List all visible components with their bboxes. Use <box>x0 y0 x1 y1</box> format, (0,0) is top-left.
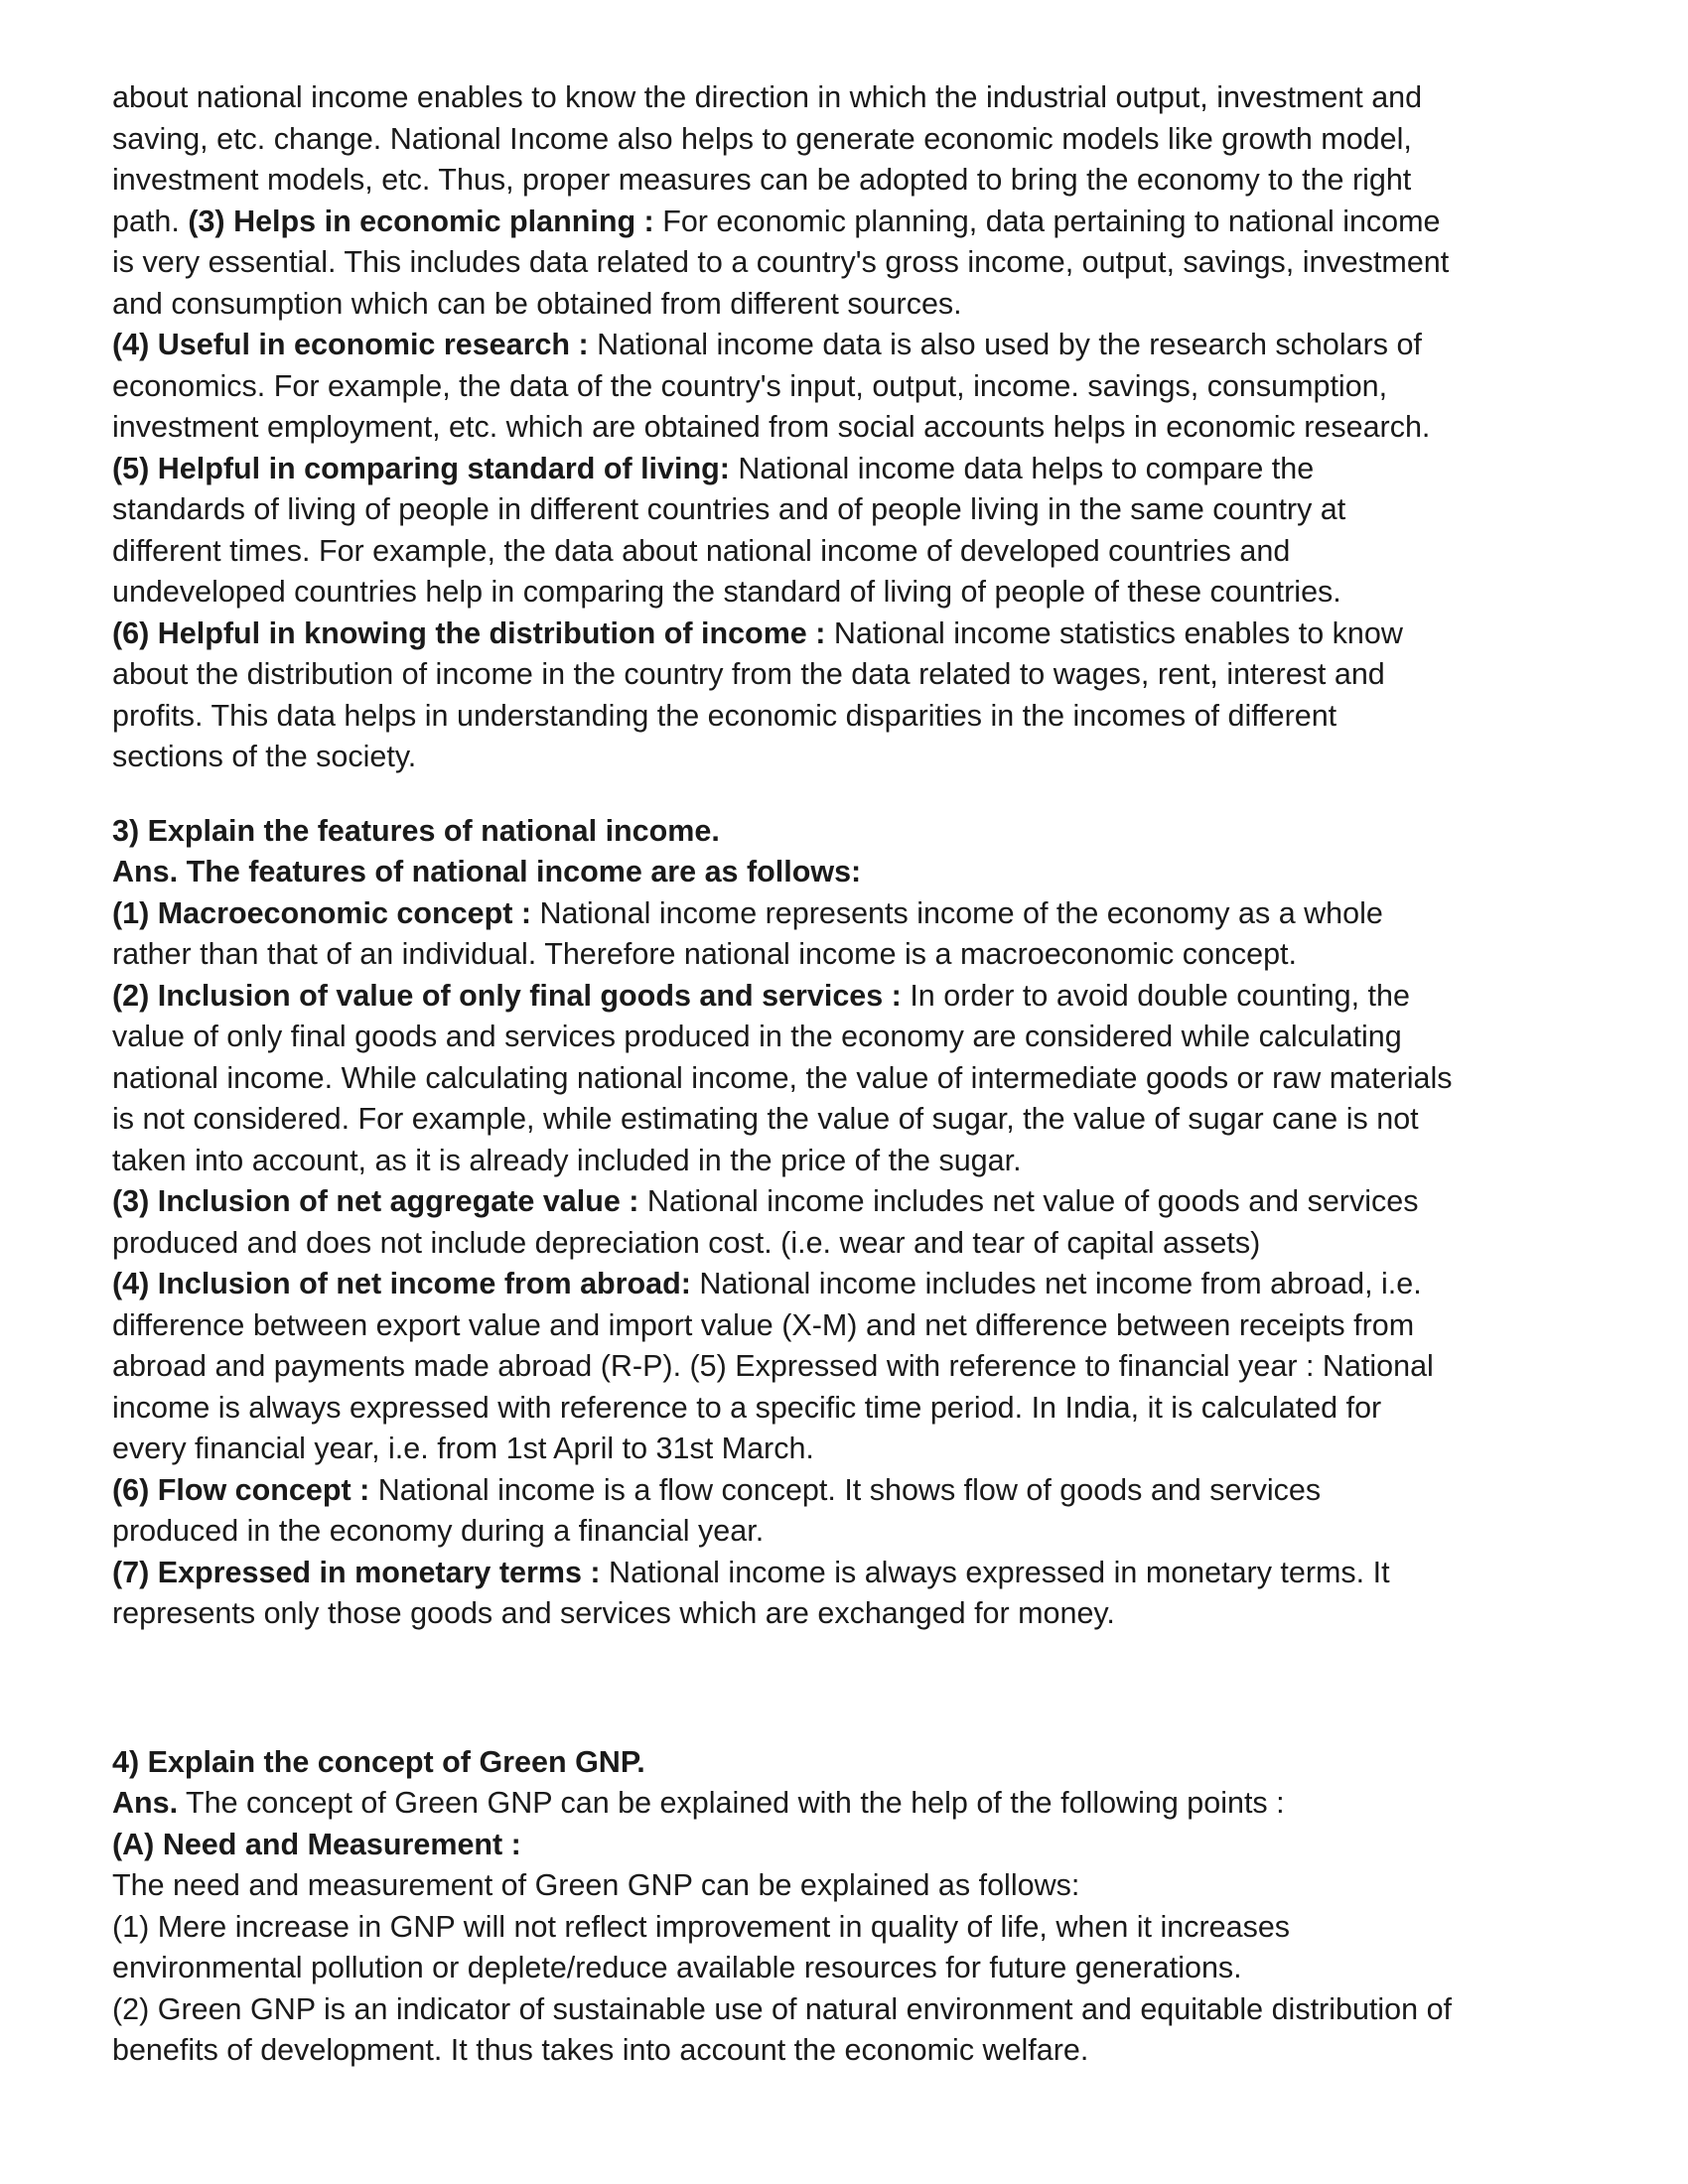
feature-6-text: National income is a flow concept. It shows flow of goods and services <box>369 1472 1322 1507</box>
feature-4-heading: (4) Inclusion of net income from abroad: <box>112 1267 691 1300</box>
feature-6-first-line <box>112 1470 1592 1512</box>
feature-6-heading: (6) Flow concept : <box>112 1472 370 1507</box>
point-3-text: For economic planning, data pertaining to national income <box>653 204 1441 238</box>
feature-7-text: National income is always expressed in monetary terms. It <box>600 1555 1390 1589</box>
intro-line-3: investment models, etc. Thus, proper measures can be adopted to bring the economy to the right <box>112 163 1412 197</box>
feature-1-line-2: rather than that of an individual. Therefore national income is a macroeconomic concept. <box>112 937 1297 971</box>
point-4-heading: (4) Useful in economic research : <box>112 328 589 361</box>
subheading-text: (A) Need and Measurement : <box>112 1827 521 1861</box>
feature-4-text: National income includes net income from abroad, i.e. <box>690 1267 1422 1300</box>
point-5-line-2: standards of living of people in different countries and of people living in the same country at <box>112 492 1346 526</box>
answer-3-text: Ans. The features of national income are as follows: <box>112 855 862 888</box>
intro-line-2: saving, etc. change. National Income also helps to generate economic models like growth model, <box>112 121 1412 156</box>
feature-2-heading: (2) Inclusion of value of only final goods and services : <box>112 978 902 1013</box>
feature-1-first-line <box>112 893 1592 935</box>
feature-2-line-5: taken into account, as it is already included in the price of the sugar. <box>112 1143 1022 1177</box>
feature-4-line-2: difference between export value and import value (X-M) and net difference between receipts from <box>112 1307 1415 1342</box>
point-6-first-line <box>112 614 1592 655</box>
point-4-line-3: investment employment, etc. which are obtained from social accounts helps in economic research. <box>112 410 1431 444</box>
feature-2-first-line <box>112 976 1592 1018</box>
answer-4-intro <box>112 1783 1592 1825</box>
answer-3-intro <box>112 852 1592 893</box>
feature-7-line-2: represents only those goods and services which are exchanged for money. <box>112 1596 1115 1630</box>
intro-line-1: about national income enables to know the direction in which the industrial output, investment and <box>112 80 1423 114</box>
feature-4-line-5: every financial year, i.e. from 1st April to 31st March. <box>112 1432 814 1465</box>
green-gnp-line-4: (2) Green GNP is an indicator of sustainable use of natural environment and equitable distribution of <box>112 1991 1452 2026</box>
feature-7-first-line <box>112 1553 1592 1594</box>
question-3-text: 3) Explain the features of national income. <box>112 813 720 848</box>
point-6-heading: (6) Helpful in knowing the distribution of income : <box>112 615 826 650</box>
feature-2-text: In order to avoid double counting, the <box>901 978 1410 1013</box>
question-3 <box>112 811 1592 853</box>
point-4-text: National income data is also used by the research scholars of <box>588 328 1422 361</box>
point-5-text: National income data helps to compare the <box>729 451 1315 485</box>
feature-3-first-line <box>112 1181 1592 1223</box>
point-6-text: National income statistics enables to know <box>825 615 1403 650</box>
point-3-line-3: and consumption which can be obtained from different sources. <box>112 286 962 321</box>
section-spacer-large <box>112 1635 1592 1742</box>
question-4 <box>112 1742 1592 1784</box>
point-5-heading: (5) Helpful in comparing standard of living: <box>112 451 730 485</box>
green-gnp-line-2: (1) Mere increase in GNP will not reflect improvement in quality of life, when it increases <box>112 1909 1291 1944</box>
section-spacer <box>112 778 1592 811</box>
green-gnp-line-3: environmental pollution or deplete/reduce available resources for future generations. <box>112 1951 1242 1984</box>
feature-4-line-3: abroad and payments made abroad (R-P). (5) Expressed with reference to financial year : National <box>112 1349 1434 1383</box>
feature-7-heading: (7) Expressed in monetary terms : <box>112 1555 601 1589</box>
feature-3-heading: (3) Inclusion of net aggregate value : <box>112 1184 639 1218</box>
feature-2-line-4: is not considered. For example, while estimating the value of sugar, the value of sugar cane is not <box>112 1102 1419 1136</box>
feature-4-first-line <box>112 1264 1592 1305</box>
document-page <box>112 77 1592 2072</box>
answer-4-text: The concept of Green GNP can be explained with the help of the following points : <box>178 1786 1285 1820</box>
point-5-line-3: different times. For example, the data about national income of developed countries and <box>112 533 1291 568</box>
feature-3-line-2: produced and does not include depreciation cost. (i.e. wear and tear of capital assets) <box>112 1225 1261 1260</box>
feature-4-line-4: income is always expressed with reference to a specific time period. In India, it is calculated for <box>112 1390 1382 1425</box>
feature-2-line-3: national income. While calculating national income, the value of intermediate goods or raw materials <box>112 1060 1453 1095</box>
subheading-need-measurement <box>112 1825 1592 1866</box>
point-3-line-2: is very essential. This includes data related to a country's gross income, output, savings, investment <box>112 245 1450 279</box>
point-5-first-line <box>112 449 1592 490</box>
green-gnp-line-1: The need and measurement of Green GNP can be explained as follows: <box>112 1868 1080 1902</box>
point-4-line-2: economics. For example, the data of the country's input, output, income. savings, consumption, <box>112 368 1388 403</box>
point-3-first-line <box>112 202 1592 243</box>
answer-4-label: Ans. <box>112 1786 179 1820</box>
point-3-heading: (3) Helps in economic planning : <box>188 204 654 238</box>
point-5-line-4: undeveloped countries help in comparing the standard of living of people of these countries. <box>112 575 1341 609</box>
green-gnp-line-5: benefits of development. It thus takes into account the economic welfare. <box>112 2033 1089 2067</box>
point-6-line-3: profits. This data helps in understanding the economic disparities in the incomes of different <box>112 698 1337 733</box>
feature-6-line-2: produced in the economy during a financial year. <box>112 1514 765 1548</box>
point-4-first-line <box>112 325 1592 366</box>
point-6-line-4: sections of the society. <box>112 740 417 773</box>
feature-1-heading: (1) Macroeconomic concept : <box>112 895 531 930</box>
feature-3-text: National income includes net value of goods and services <box>638 1184 1419 1218</box>
question-4-text: 4) Explain the concept of Green GNP. <box>112 1744 645 1779</box>
point-3-lead: path. <box>112 204 189 238</box>
point-6-line-2: about the distribution of income in the country from the data related to wages, rent, interest and <box>112 657 1385 691</box>
feature-1-text: National income represents income of the economy as a whole <box>531 895 1383 930</box>
feature-2-line-2: value of only final goods and services produced in the economy are considered while calculating <box>112 1020 1402 1053</box>
